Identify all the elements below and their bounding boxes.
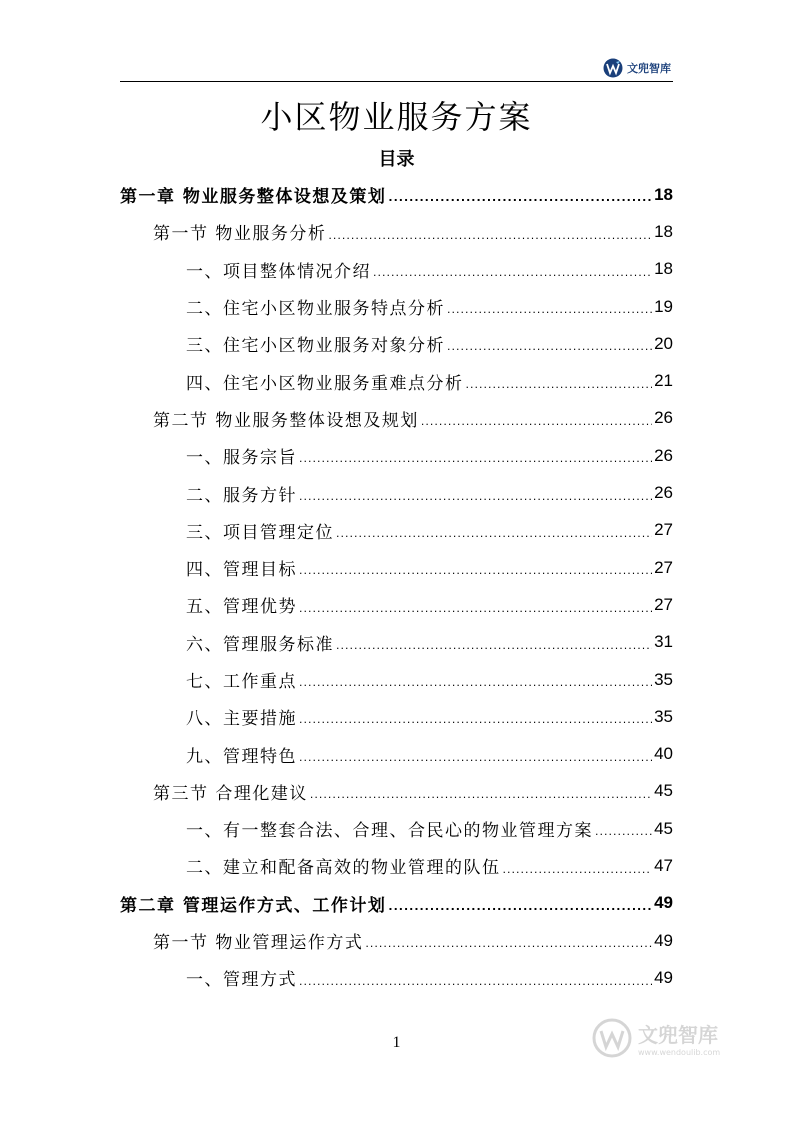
toc-entry-page: 27	[654, 594, 673, 614]
toc-entry[interactable]	[120, 400, 673, 437]
toc-leader-dots	[466, 378, 653, 400]
toc-leader-dots	[503, 863, 653, 885]
toc-entry-label: 四、管理目标	[186, 560, 297, 581]
toc-entry[interactable]	[120, 698, 673, 735]
toc-entry-page: 35	[654, 669, 673, 689]
table-of-contents	[120, 176, 673, 997]
toc-entry-label: 第一节 物业管理运作方式	[153, 933, 364, 954]
toc-entry-page: 26	[654, 445, 673, 465]
watermark-name: 文兜智库	[638, 1023, 718, 1047]
toc-entry-page: 47	[654, 855, 673, 875]
toc-entry-label: 九、管理特色	[186, 746, 297, 767]
toc-entry[interactable]	[120, 735, 673, 772]
toc-entry-page: 18	[654, 184, 673, 204]
toc-entry-label: 第二章 管理运作方式、工作计划	[120, 895, 387, 916]
toc-heading: 目录	[378, 149, 415, 170]
toc-entry[interactable]	[120, 251, 673, 288]
toc-entry-label: 四、住宅小区物业服务重难点分析	[186, 373, 464, 394]
toc-entry-page: 21	[654, 371, 673, 391]
toc-leader-dots	[299, 676, 652, 698]
toc-entry[interactable]	[120, 474, 673, 511]
toc-entry-label: 第二节 物业服务整体设想及规划	[153, 410, 419, 431]
toc-entry[interactable]	[120, 288, 673, 325]
toc-entry-page: 45	[654, 818, 673, 838]
toc-leader-dots	[299, 713, 652, 735]
toc-entry[interactable]	[120, 549, 673, 586]
toc-leader-dots	[336, 527, 652, 549]
page-title: 小区物业服务方案	[260, 98, 533, 136]
toc-leader-dots	[310, 788, 652, 810]
toc-leader-dots	[447, 303, 652, 325]
toc-entry-page: 27	[654, 520, 673, 540]
toc-entry-label: 三、住宅小区物业服务对象分析	[186, 336, 445, 357]
toc-leader-dots	[421, 415, 652, 437]
toc-entry-page: 35	[654, 706, 673, 726]
toc-entry-page: 26	[654, 483, 673, 503]
toc-entry-label: 一、项目整体情况介绍	[186, 261, 371, 282]
toc-entry[interactable]	[120, 362, 673, 399]
toc-entry[interactable]	[120, 661, 673, 698]
toc-entry[interactable]	[120, 959, 673, 996]
toc-leader-dots	[299, 602, 652, 624]
toc-entry-page: 19	[654, 296, 673, 316]
header-divider	[120, 81, 673, 82]
toc-leader-dots	[328, 229, 652, 251]
toc-entry[interactable]	[120, 213, 673, 250]
toc-entry[interactable]	[120, 847, 673, 884]
toc-entry-label: 五、管理优势	[186, 597, 297, 618]
toc-entry-label: 第一章 物业服务整体设想及策划	[120, 187, 387, 208]
logo-text: 文兜智库	[627, 62, 671, 75]
toc-entry-page: 26	[654, 408, 673, 428]
header-logo	[603, 58, 671, 78]
w-logo-icon	[603, 58, 623, 78]
toc-entry-label: 七、工作重点	[186, 672, 297, 692]
toc-entry[interactable]	[120, 512, 673, 549]
toc-entry-label: 一、管理方式	[186, 970, 297, 991]
toc-entry[interactable]	[120, 885, 673, 922]
toc-entry-page: 18	[654, 259, 673, 279]
toc-entry-page: 49	[654, 967, 673, 987]
toc-leader-dots	[299, 975, 652, 997]
toc-entry[interactable]	[120, 810, 673, 847]
toc-entry[interactable]	[120, 624, 673, 661]
toc-leader-dots	[299, 751, 652, 773]
toc-entry-page: 45	[654, 781, 673, 801]
toc-entry[interactable]	[120, 176, 673, 213]
toc-entry-label: 一、服务宗旨	[186, 448, 297, 469]
toc-leader-dots	[299, 490, 652, 512]
toc-leader-dots	[388, 900, 652, 922]
toc-entry-page: 49	[654, 930, 673, 950]
toc-leader-dots	[388, 191, 652, 213]
toc-entry-label: 八、主要措施	[186, 709, 297, 730]
toc-entry-page: 40	[654, 744, 673, 764]
toc-entry[interactable]	[120, 773, 673, 810]
toc-leader-dots	[336, 639, 652, 661]
toc-entry-page: 20	[654, 333, 673, 353]
watermark-url: www.wendoulib.com	[638, 1048, 721, 1057]
toc-entry-label: 二、建立和配备高效的物业管理的队伍	[186, 858, 501, 879]
toc-entry-label: 第三节 合理化建议	[153, 783, 308, 804]
toc-leader-dots	[299, 564, 652, 586]
watermark	[592, 1018, 720, 1058]
toc-entry-label: 第一节 物业服务分析	[153, 224, 327, 245]
toc-entry[interactable]	[120, 437, 673, 474]
toc-entry[interactable]	[120, 922, 673, 959]
toc-entry-page: 31	[654, 632, 673, 652]
page-number: 1	[392, 1034, 401, 1051]
toc-leader-dots	[365, 937, 652, 959]
toc-entry-page: 49	[654, 893, 673, 913]
toc-entry-label: 二、服务方针	[186, 485, 297, 506]
toc-entry-page: 18	[654, 221, 673, 241]
toc-leader-dots	[373, 266, 652, 288]
toc-entry-label: 二、住宅小区物业服务特点分析	[186, 299, 445, 320]
toc-leader-dots	[595, 825, 652, 847]
toc-entry-label: 六、管理服务标准	[186, 634, 334, 655]
toc-leader-dots	[299, 452, 652, 474]
toc-entry-page: 27	[654, 557, 673, 577]
watermark-logo-icon	[592, 1018, 632, 1058]
toc-entry-label: 三、项目管理定位	[186, 522, 334, 543]
toc-leader-dots	[447, 340, 652, 362]
toc-entry-label: 一、有一整套合法、合理、合民心的物业管理方案	[186, 821, 593, 842]
toc-entry[interactable]	[120, 325, 673, 362]
toc-entry[interactable]	[120, 586, 673, 623]
